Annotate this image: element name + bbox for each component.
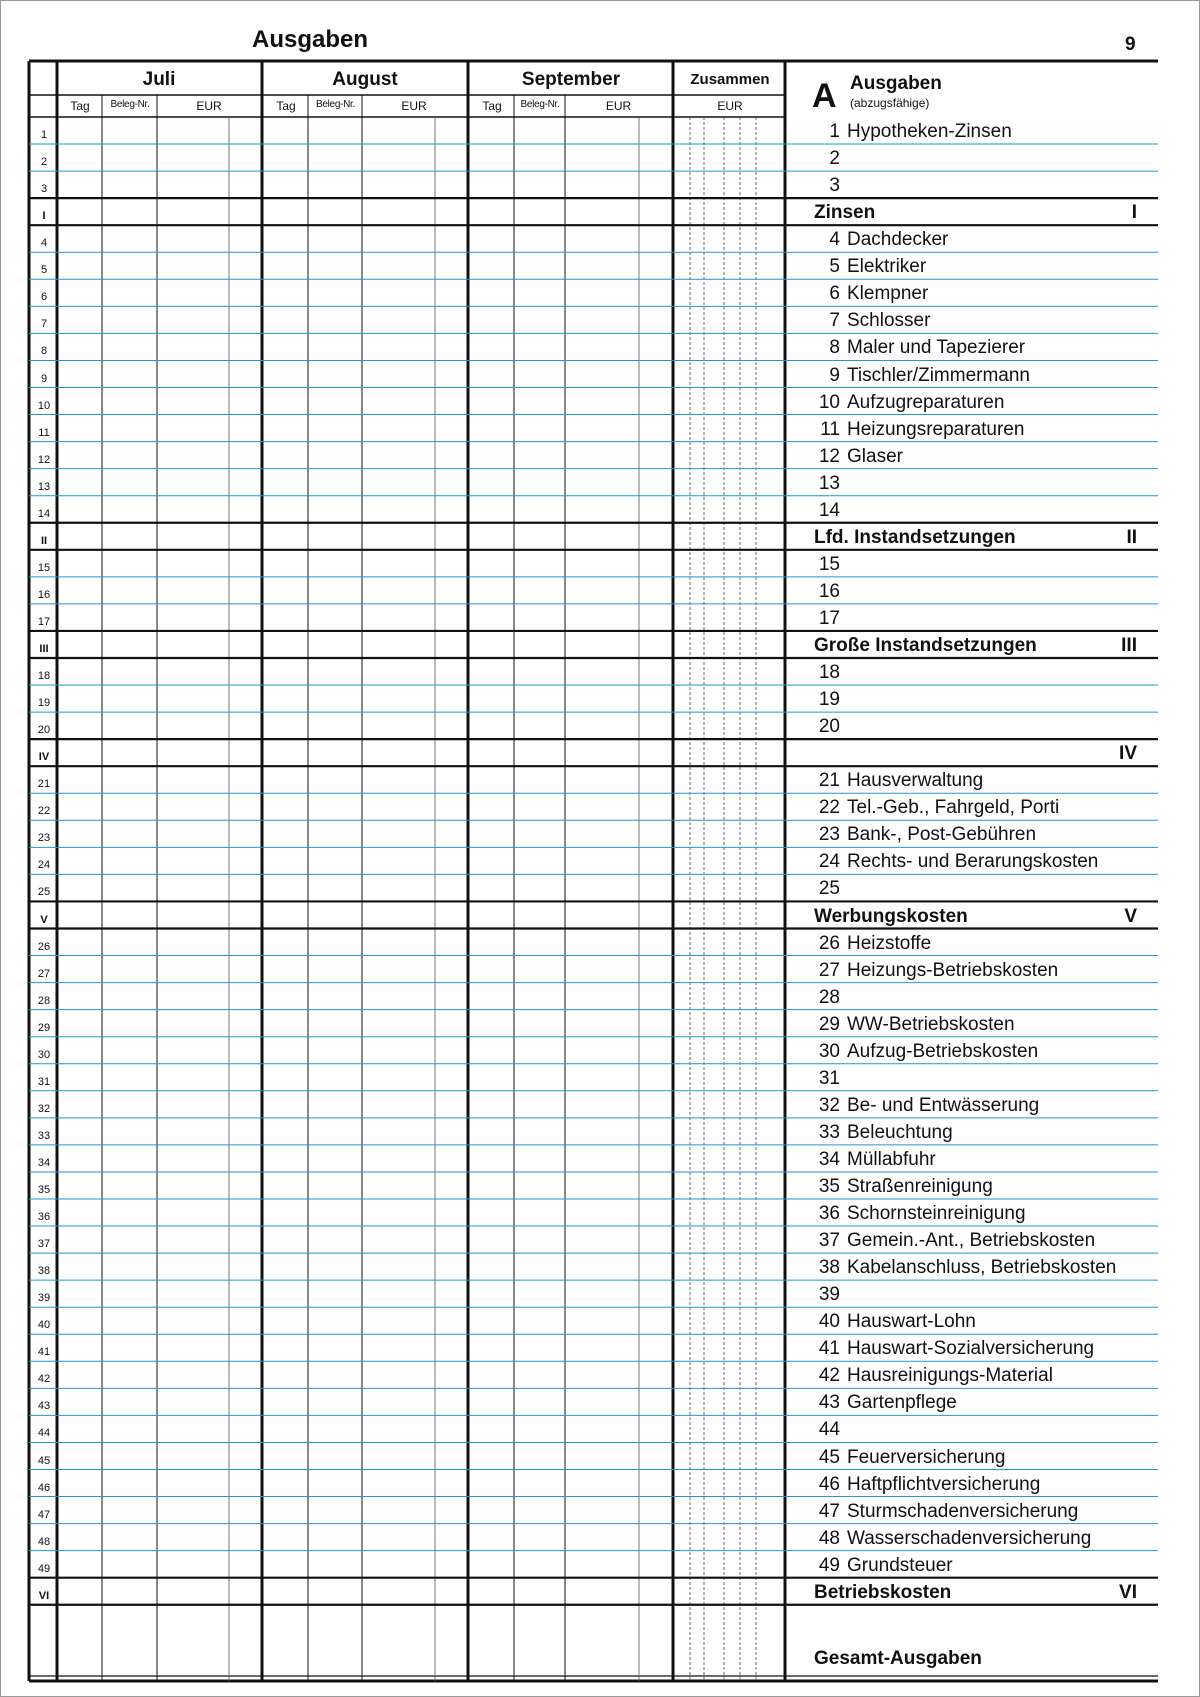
grand-total-label: Gesamt-Ausgaben [814,1648,982,1669]
category-label: Aufzug-Betriebskosten [847,1040,1039,1062]
category-label: Straßenreinigung [847,1176,993,1197]
section-row-number: II [40,534,48,547]
category-number: 36 [818,1203,840,1225]
row-number: 42 [37,1373,51,1386]
row-number: 35 [37,1184,51,1196]
section-subtotal-label: Werbungskosten [814,905,968,927]
category-number: 10 [818,391,840,413]
category-label: Schornsteinreinigung [847,1203,1026,1225]
category-label: Rechts- und Berarungskosten [847,851,1099,873]
category-label: Heizstoffe [847,932,932,954]
category-label: Heizungsreparaturen [847,418,1025,440]
category-number: 16 [818,580,840,602]
section-roman-numeral: III [1121,635,1137,656]
category-number: 13 [818,472,840,494]
category-number: 43 [818,1392,840,1414]
category-number: 7 [829,310,840,332]
row-number: 44 [37,1427,51,1440]
category-number: 3 [829,175,840,197]
row-number: 15 [37,561,51,574]
category-number: 40 [818,1311,840,1333]
juli-beleg-header: Beleg-Nr. [110,99,150,110]
row-number: 26 [37,940,51,953]
category-label: Hauswart-Lohn [847,1311,976,1333]
category-number: 48 [818,1527,840,1549]
category-label: Grundsteuer [847,1554,953,1576]
category-label: Sturmschadenversicherung [847,1500,1079,1522]
section-row-number: IV [38,751,50,764]
category-number: 1 [829,121,840,143]
category-number: 2 [829,148,840,170]
section-subtotal-label: Betriebskosten [814,1581,952,1603]
category-label: Be- und Entwässerung [847,1094,1040,1116]
category-number: 4 [829,229,840,251]
category-number: 19 [818,689,840,711]
category-label: Tel.-Geb., Fahrgeld, Porti [847,797,1060,819]
category-number: 45 [818,1446,840,1468]
category-label: Feuerversicherung [847,1446,1006,1468]
section-subtotal-label: Große Instandsetzungen [814,635,1037,656]
row-number: 45 [37,1454,51,1467]
category-label: Hausverwaltung [847,770,984,792]
category-label: Müllabfuhr [847,1148,936,1170]
row-number: 7 [40,318,48,331]
section-row-number: V [40,913,48,926]
category-number: 21 [818,770,840,792]
row-number: 12 [37,453,51,466]
section-roman-numeral: II [1126,526,1137,548]
category-label: Kabelanschluss, Betriebskosten [847,1257,1117,1279]
row-number: 27 [37,967,51,980]
row-number: 4 [40,237,48,250]
row-number: 33 [37,1129,51,1142]
category-number: 35 [818,1176,840,1197]
category-label: Hausreinigungs-Material [847,1365,1053,1387]
category-number: 5 [829,256,840,278]
category-label: WW-Betriebskosten [847,1013,1015,1035]
row-number: 48 [37,1535,51,1548]
row-number: 36 [37,1211,51,1224]
row-number: 41 [37,1346,51,1359]
category-number: 25 [818,878,840,900]
category-label: Hauswart-Sozialversicherung [847,1338,1095,1360]
month-august: August [332,69,398,90]
row-number: 19 [37,697,51,710]
row-number: 32 [37,1102,51,1115]
section-subtotal-label: Lfd. Instandsetzungen [814,526,1016,548]
section-row-number: VI [38,1589,50,1602]
category-number: 42 [818,1365,840,1387]
section-roman-numeral: IV [1119,743,1137,765]
category-number: 12 [818,445,840,467]
section-subtitle: (abzugsfähige) [850,96,930,110]
category-number: 14 [818,499,840,521]
row-number: 3 [40,183,48,196]
category-label: Dachdecker [847,229,949,251]
section-row-number: III [39,643,49,655]
row-number: 21 [37,778,51,791]
category-number: 26 [818,932,840,954]
category-label: Elektriker [847,256,927,278]
row-number: 18 [37,670,51,683]
row-number: 2 [40,156,48,169]
row-number: 46 [37,1481,51,1494]
section-roman-numeral: I [1131,202,1137,224]
month-juli: Juli [142,69,176,90]
category-number: 23 [818,824,840,846]
juli-eur-header: EUR [196,99,222,113]
row-number: 30 [37,1048,51,1061]
section-roman-numeral: VI [1119,1581,1137,1603]
row-number: 40 [37,1319,51,1332]
section-letter: A [812,77,837,115]
category-number: 22 [818,797,840,819]
category-number: 31 [818,1067,840,1089]
september-beleg-header: Beleg-Nr. [520,99,560,110]
category-label: Gemein.-Ant., Betriebskosten [847,1230,1096,1252]
row-number: 47 [37,1508,51,1521]
page-number: 9 [1125,34,1136,55]
row-number: 5 [40,264,48,277]
row-number: 24 [37,859,51,872]
category-label: Schlosser [847,310,931,332]
category-number: 44 [818,1419,840,1441]
category-number: 8 [829,337,840,359]
page-title: Ausgaben [252,26,369,53]
category-number: 30 [818,1040,840,1062]
category-number: 24 [818,851,840,873]
august-tag-header: Tag [276,99,296,113]
row-number: 16 [37,588,51,601]
category-number: 49 [818,1554,840,1576]
category-label: Beleuchtung [847,1121,953,1143]
september-eur-header: EUR [605,99,632,113]
row-number: 9 [40,372,48,385]
category-label: Hypotheken-Zinsen [847,121,1012,143]
category-number: 11 [820,418,840,440]
row-number: 11 [38,426,50,439]
category-label: Haftpflichtversicherung [847,1473,1041,1495]
category-number: 20 [818,716,840,738]
row-number: 22 [37,805,51,818]
total-column-label: Zusammen [690,71,770,88]
row-number: 31 [37,1075,51,1088]
row-number: 8 [40,345,48,358]
september-tag-header: Tag [482,99,502,113]
category-number: 27 [818,959,840,981]
category-number: 9 [829,364,840,386]
category-number: 32 [818,1094,840,1116]
category-number: 34 [818,1148,840,1170]
category-label: Maler und Tapezierer [847,337,1026,359]
row-number: 29 [37,1021,51,1034]
row-number: 43 [37,1400,51,1413]
category-number: 38 [818,1257,840,1279]
row-number: 28 [37,994,51,1007]
row-number: 10 [37,399,51,412]
category-label: Gartenpflege [847,1392,957,1414]
category-label: Bank-, Post-Gebühren [847,824,1037,846]
section-title: Ausgaben [850,73,942,94]
juli-tag-header: Tag [70,99,90,113]
category-label: Glaser [847,445,903,467]
row-number: 25 [37,886,51,899]
category-number: 47 [818,1500,840,1522]
category-label: Wasserschadenversicherung [847,1527,1092,1549]
category-number: 28 [818,986,840,1008]
category-number: 18 [818,662,840,684]
row-number: 20 [37,724,51,737]
row-number: 17 [37,615,51,628]
row-number: 1 [40,129,48,142]
category-label: Heizungs-Betriebskosten [847,959,1059,981]
row-number: 38 [37,1265,51,1278]
august-beleg-header: Beleg-Nr. [316,99,355,110]
row-number: 39 [37,1292,51,1305]
category-number: 39 [818,1284,840,1306]
category-number: 41 [818,1338,840,1360]
row-number: 6 [40,291,48,304]
row-number: 14 [37,507,51,520]
category-number: 15 [818,553,840,575]
august-eur-header: EUR [401,99,427,113]
section-row-number: I [42,210,46,223]
total-eur-header: EUR [717,99,743,113]
section-roman-numeral: V [1124,905,1137,927]
category-label: Klempner [847,283,929,305]
row-number: 13 [37,480,51,493]
row-number: 34 [37,1156,51,1169]
category-number: 29 [818,1013,840,1035]
category-number: 17 [818,607,840,629]
row-number: 23 [37,832,51,845]
section-subtotal-label: Zinsen [814,202,876,224]
month-september: September [521,69,621,90]
category-number: 37 [818,1230,840,1252]
category-number: 33 [818,1121,840,1143]
category-number: 6 [829,283,840,305]
category-label: Tischler/Zimmermann [847,364,1030,386]
row-number: 49 [37,1562,51,1575]
category-label: Aufzugreparaturen [847,391,1005,413]
category-number: 46 [818,1473,840,1495]
row-number: 37 [37,1238,51,1251]
